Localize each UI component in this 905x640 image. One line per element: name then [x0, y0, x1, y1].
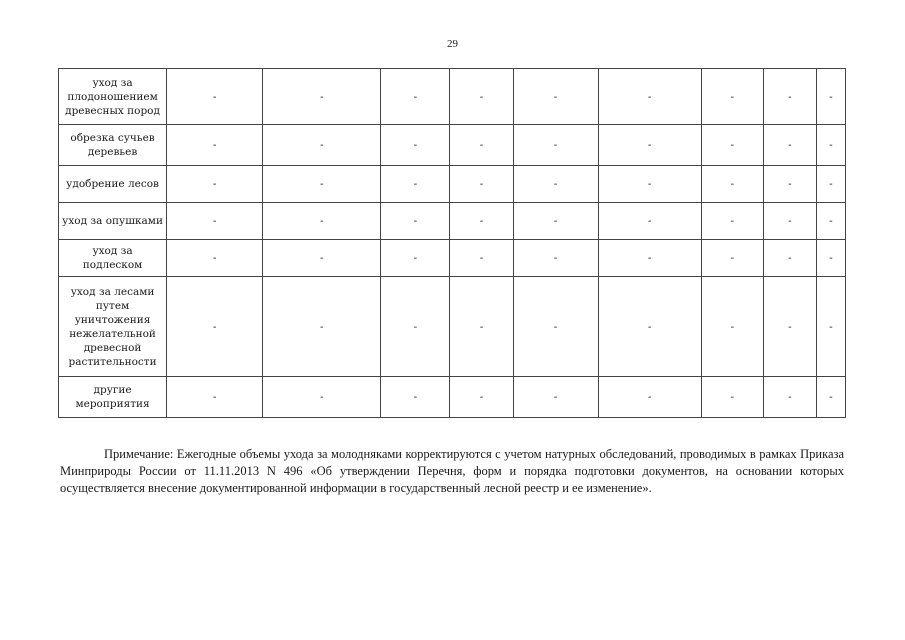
table-cell: -	[450, 203, 513, 240]
table-cell: -	[513, 69, 598, 125]
table-cell: -	[598, 377, 701, 418]
row-label: другие мероприятия	[59, 377, 167, 418]
table-cell: -	[701, 377, 763, 418]
table-cell: -	[763, 240, 816, 277]
table-cell: -	[598, 166, 701, 203]
table-cell: -	[513, 277, 598, 377]
table-cell: -	[263, 166, 381, 203]
table-cell: -	[816, 69, 845, 125]
table-cell: -	[167, 277, 263, 377]
table-cell: -	[263, 240, 381, 277]
table-cell: -	[701, 69, 763, 125]
table-cell: -	[763, 125, 816, 166]
row-label: уход за лесами путем уничтожения нежелательной древесной растительности	[59, 277, 167, 377]
table-cell: -	[763, 69, 816, 125]
page-number: 29	[447, 38, 458, 50]
table-cell: -	[701, 240, 763, 277]
table-cell: -	[450, 277, 513, 377]
table-cell: -	[263, 277, 381, 377]
table-cell: -	[598, 240, 701, 277]
table-cell: -	[381, 166, 450, 203]
table-cell: -	[167, 166, 263, 203]
table-cell: -	[816, 166, 845, 203]
table-cell: -	[167, 377, 263, 418]
table-cell: -	[263, 203, 381, 240]
row-label: удобрение лесов	[59, 166, 167, 203]
table-cell: -	[763, 377, 816, 418]
table-row	[59, 125, 846, 166]
table-cell: -	[701, 203, 763, 240]
table-cell: -	[816, 125, 845, 166]
table-cell: -	[381, 125, 450, 166]
table-row	[59, 69, 846, 125]
table-cell: -	[701, 166, 763, 203]
table-cell: -	[763, 166, 816, 203]
table-cell: -	[381, 240, 450, 277]
table-cell: -	[381, 203, 450, 240]
table-row	[59, 203, 846, 240]
forest-care-table	[58, 68, 846, 418]
table-cell: -	[167, 125, 263, 166]
table-row	[59, 277, 846, 377]
table-row	[59, 166, 846, 203]
table-cell: -	[263, 125, 381, 166]
table-cell: -	[816, 277, 845, 377]
table-cell: -	[598, 69, 701, 125]
table-cell: -	[263, 69, 381, 125]
table-cell: -	[167, 203, 263, 240]
table-cell: -	[167, 240, 263, 277]
table-body	[59, 69, 846, 418]
table-cell: -	[598, 203, 701, 240]
table-cell: -	[513, 203, 598, 240]
table-cell: -	[513, 377, 598, 418]
table-cell: -	[513, 240, 598, 277]
note-paragraph: Примечание: Ежегодные объемы ухода за молодняками корректируются с учетом натурных обследований, проводимых в рамках Приказа Минприроды России от 11.11.2013 N 496 «Об утверждении Перечня, форм и порядка подготовки документов, на основании которых осуществляется внесение документированной информации в государственный лесной реестр и ее изменение».	[60, 447, 844, 495]
table-cell: -	[450, 166, 513, 203]
table-cell: -	[513, 125, 598, 166]
table-cell: -	[701, 277, 763, 377]
table-row	[59, 377, 846, 418]
row-label: уход за плодоношением древесных пород	[59, 69, 167, 125]
table-cell: -	[381, 277, 450, 377]
table-cell: -	[816, 240, 845, 277]
table-cell: -	[381, 377, 450, 418]
row-label: обрезка сучьев деревьев	[59, 125, 167, 166]
table-cell: -	[381, 69, 450, 125]
table-cell: -	[598, 277, 701, 377]
table-cell: -	[763, 277, 816, 377]
row-label: уход за подлеском	[59, 240, 167, 277]
table-cell: -	[167, 69, 263, 125]
table-cell: -	[598, 125, 701, 166]
table-cell: -	[450, 240, 513, 277]
table-cell: -	[263, 377, 381, 418]
table-cell: -	[513, 166, 598, 203]
table-cell: -	[816, 377, 845, 418]
table-cell: -	[763, 203, 816, 240]
table-cell: -	[816, 203, 845, 240]
table-cell: -	[450, 69, 513, 125]
table-row	[59, 240, 846, 277]
row-label: уход за опушками	[59, 203, 167, 240]
table-cell: -	[701, 125, 763, 166]
table-cell: -	[450, 125, 513, 166]
table-cell: -	[450, 377, 513, 418]
